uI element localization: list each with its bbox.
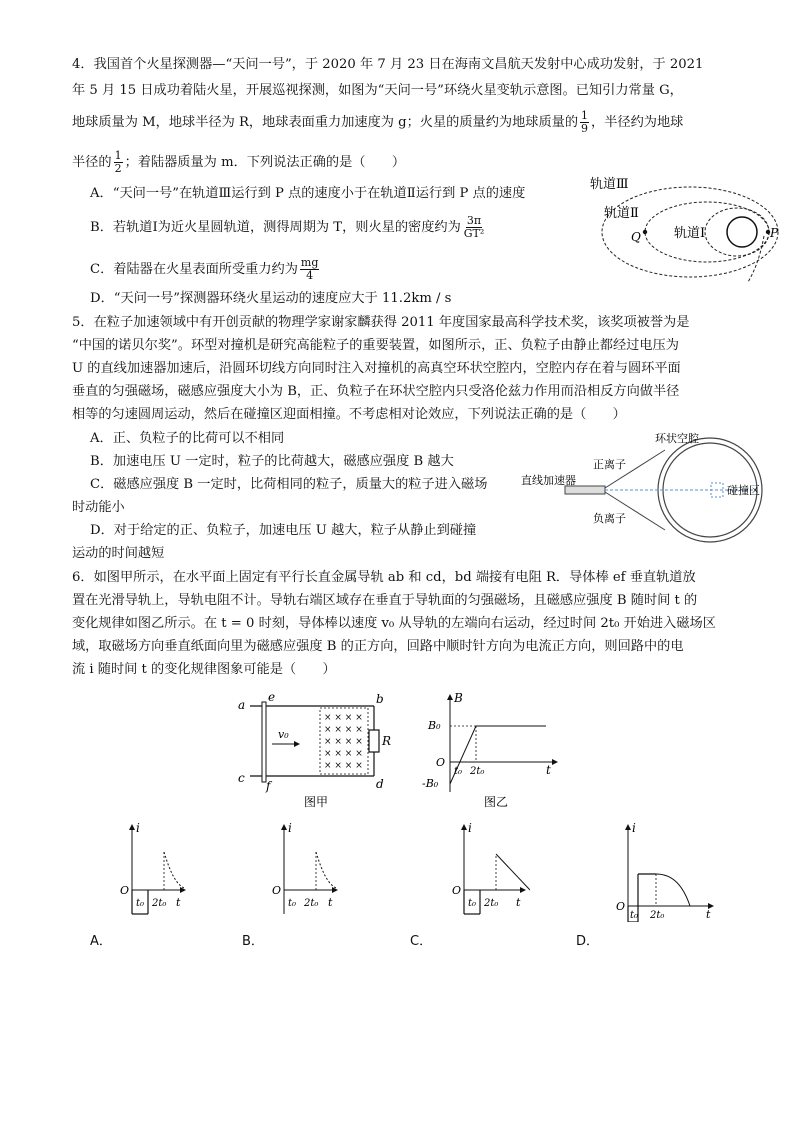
point-q-label: Q — [631, 230, 641, 244]
q5-line-3: U 的直线加速器加速后，沿圆环切线方向同时注入对撞机的高真空环状空腔内，空腔内存在着与圆环平面 — [72, 361, 681, 376]
q4-option-c: C．着陆器在火星表面所受重力约为 $\frac{mg}{4}$ — [90, 256, 319, 282]
svg-text:2t₀: 2t₀ — [650, 910, 665, 921]
option-c-letter: C． — [410, 934, 433, 949]
svg-text:2t₀: 2t₀ — [152, 898, 167, 909]
q4-line-3a: 地球质量为 M，地球半径为 R，地球表面重力加速度为 g；火星的质量约为地球质量的 — [72, 115, 579, 130]
q6-line-5: 流 i 随时间 t 的变化规律图象可能是（ ） — [72, 662, 336, 677]
caption-jia: 图甲 — [304, 795, 329, 809]
q5-option-a: A．正、负粒子的比荷可以不相同 — [90, 431, 285, 446]
q4-line-3 — [72, 110, 683, 135]
q5-line-5: 相等的匀速圆周运动，然后在碰撞区迎面相撞。不考虑相对论效应，下列说法正确的是（ ） — [72, 407, 626, 422]
option-a-letter: A． — [90, 934, 112, 949]
collider-diagram — [515, 430, 775, 555]
orbit-3-label: 轨道Ⅲ — [590, 177, 629, 192]
q5-line-4: 垂直的匀强磁场，磁感应强度大小为 B，正、负粒子在环状空腔内只受洛伦兹力作用而沿相反方向做半径 — [72, 384, 680, 399]
q4-line-4 — [72, 150, 405, 175]
ring-label: 环状空腔 — [655, 432, 699, 445]
orbit-diagram — [582, 170, 782, 295]
svg-text:× × × ×: × × × × — [324, 713, 363, 723]
q4-option-a: A．“天问一号”在轨道Ⅲ运行到 P 点的速度小于在轨道Ⅱ运行到 P 点的速度 — [90, 186, 526, 201]
svg-text:2t₀: 2t₀ — [484, 898, 499, 909]
label-v0: v₀ — [278, 728, 289, 741]
q6-line-3: 变化规律如图乙所示。在 t = 0 时刻，导体棒以速度 v₀ 从导轨的左端向右运动，经过时间 2t₀ 开始进入磁场区 — [72, 616, 716, 631]
svg-text:× × × ×: × × × × — [324, 749, 363, 759]
q4-line-2: 年 5 月 15 日成功着陆火星，开展巡视探测，如图为“天问一号”环绕火星变轨示意图。已知引力常量 G， — [72, 83, 683, 98]
negative-label: 负离子 — [593, 512, 626, 525]
yi-negb0-label: -B₀ — [422, 777, 439, 790]
orbit-1-label: 轨道Ⅰ — [674, 226, 706, 241]
svg-text:t: t — [328, 896, 333, 909]
svg-text:i: i — [468, 822, 472, 835]
q4-line-3b: ，半径约为地球 — [591, 115, 684, 130]
svg-text:2t₀: 2t₀ — [304, 898, 319, 909]
yi-b0-label: B₀ — [428, 719, 441, 732]
figure-yi — [420, 692, 560, 812]
positive-label: 正离子 — [593, 458, 626, 471]
mars-circle — [727, 217, 757, 247]
gravity-fraction: $\frac{mg}{4}$ — [300, 256, 319, 282]
q6-line-2: 置在光滑导轨上，导轨电阻不计。导轨右端区域存在垂直于导轨面的匀强磁场，且磁感应强度 B 随时间 t 的 — [72, 593, 698, 608]
q5-line-2: “中国的诺贝尔奖”。环型对撞机是研究高能粒子的重要装置，如图所示，正、负粒子由静止都经过电压为 — [72, 338, 679, 353]
q4-option-b: B．若轨道Ⅰ为近火星圆轨道，测得周期为 T，则火星的密度约为 $\frac{3\pi}{\text{GT²}}$ — [90, 214, 485, 240]
label-d: d — [376, 777, 384, 791]
svg-text:i: i — [632, 822, 636, 835]
caption-yi: 图乙 — [484, 795, 509, 809]
graph-option-b — [240, 822, 340, 922]
orbit-2-label: 轨道Ⅱ — [604, 206, 639, 221]
label-b: b — [376, 692, 384, 706]
yi-o-label: O — [436, 756, 446, 769]
point-p-label: P — [770, 226, 779, 240]
svg-text:t: t — [706, 908, 711, 921]
q5-option-c-2: 时动能小 — [72, 500, 125, 515]
svg-text:t: t — [176, 896, 181, 909]
collision-label: 碰撞区 — [727, 484, 760, 497]
field-crosses — [324, 713, 363, 771]
graph-option-a — [88, 822, 188, 922]
q4-line-4b: ；着陆器质量为 m．下列说法正确的是（ ） — [124, 155, 406, 170]
q6-line-4: 域，取磁场方向垂直纸面向里为磁感应强度 B 的正方向，回路中顺时针方向为电流正方向，则回路中的电 — [72, 639, 684, 654]
yi-t-label: t — [546, 763, 551, 777]
fraction-one-half: $\frac{1}{2}$ — [114, 149, 122, 175]
q5-option-c-1: C．磁感应强度 B 一定时，比荷相同的粒子，质量大的粒子进入磁场 — [90, 477, 488, 492]
graph-option-d — [590, 822, 720, 922]
q4-line-1: 4．我国首个火星探测器—“天问一号”，于 2020 年 7 月 23 日在海南文昌航天发射中心成功发射，于 2021 — [72, 57, 704, 72]
q5-option-d-2: 运动的时间越短 — [72, 546, 165, 561]
graph-option-c — [420, 822, 530, 922]
point-q-dot — [643, 230, 647, 234]
option-b-letter: B． — [242, 934, 264, 949]
svg-text:t₀: t₀ — [468, 898, 477, 909]
svg-text:t₀: t₀ — [136, 898, 145, 909]
rod-ef — [262, 702, 266, 782]
svg-text:× × × ×: × × × × — [324, 725, 363, 735]
accelerator-label: 直线加速器 — [521, 474, 576, 487]
q6-line-1: 6．如图甲所示，在水平面上固定有平行长直金属导轨 ab 和 cd，bd 端接有电阻 R．导体棒 ef 垂直轨道放 — [72, 570, 696, 585]
resistor-r — [369, 730, 379, 752]
q4-option-d: D．“天问一号”探测器环绕火星运动的速度应大于 11.2km / s — [90, 291, 452, 306]
label-c: c — [238, 771, 245, 785]
label-e: e — [268, 692, 276, 704]
q5-line-1: 5．在粒子加速领域中有开创贡献的物理学家谢家麟获得 2011 年度国家最高科学技术奖，该奖项被誉为是 — [72, 315, 690, 330]
svg-text:× × × ×: × × × × — [324, 761, 363, 771]
svg-text:i: i — [136, 822, 140, 835]
svg-text:O: O — [272, 884, 282, 897]
q5-option-d-1: D．对于给定的正、负粒子，加速电压 U 越大，粒子从静止到碰撞 — [90, 523, 477, 538]
svg-text:O: O — [452, 884, 462, 897]
svg-text:i: i — [288, 822, 292, 835]
linear-accelerator — [565, 486, 605, 494]
svg-text:O: O — [616, 900, 626, 913]
label-f: f — [266, 779, 271, 793]
svg-text:O: O — [120, 884, 130, 897]
yi-b-label: B — [454, 692, 463, 705]
svg-text:t₀: t₀ — [630, 910, 639, 921]
fraction-one-ninth: $\frac{1}{9}$ — [581, 109, 589, 135]
q4-line-4a: 半径的 — [72, 155, 112, 170]
label-a: a — [238, 698, 246, 712]
yi-t0-label: t₀ — [454, 766, 463, 777]
svg-text:t₀: t₀ — [288, 898, 297, 909]
density-fraction: $\frac{3\pi}{\text{GT²}}$ — [463, 214, 485, 240]
label-r: R — [382, 734, 392, 748]
yi-2t0-label: 2t₀ — [470, 766, 485, 777]
option-d-letter: D． — [576, 934, 600, 949]
svg-text:× × × ×: × × × × — [324, 737, 363, 747]
svg-text:t: t — [516, 896, 521, 909]
q5-option-b: B．加速电压 U 一定时，粒子的比荷越大，磁感应强度 B 越大 — [90, 454, 454, 469]
figure-jia — [232, 692, 392, 812]
